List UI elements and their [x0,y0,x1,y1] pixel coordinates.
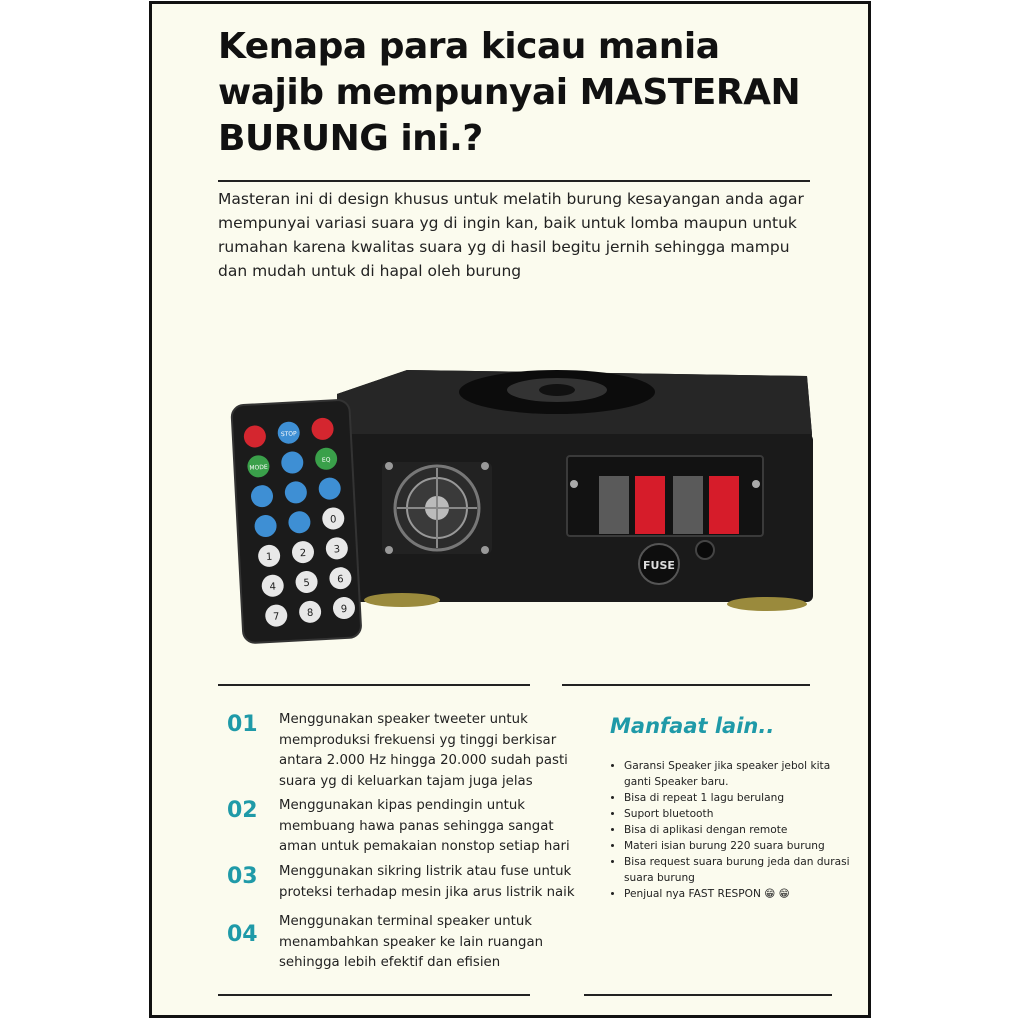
key-2: 2 [299,547,307,560]
list-item: • Bisa request suara burung jeda dan durasi suara burung [624,854,859,886]
mode-label: MODE [249,463,268,472]
benefits-list [612,758,859,902]
speaker-box [335,370,813,611]
benefits-title: Manfaat lain.. [610,714,775,738]
fuse-label: FUSE [643,559,675,572]
key-5: 5 [303,577,311,590]
feature-number: 04 [227,922,258,947]
stop-label: STOP [280,430,297,439]
key-9: 9 [340,603,348,616]
list-item: • Materi isian burung 220 suara burung [624,838,859,854]
speaker-terminal-icon [567,456,763,536]
intro-paragraph: Masteran ini di design khusus untuk melatih burung kesayangan anda agar mempunyai variasi suara yg di ingin kan, baik untuk lomba maupun untuk rumahan karena kwalitas suara yg di hasil begitu jernih sehingga mampu dan mudah untuk di hapal oleh burung [218,190,804,280]
feature-text: Menggunakan kipas pendingin untuk membuang hawa panas sehingga sangat aman untuk pemakaian nonstop setiap hari [279,798,570,854]
footer-divider-left [218,994,530,996]
key-8: 8 [306,607,314,619]
page-title [218,24,801,162]
feature-number: 01 [227,712,258,737]
feature-text: Menggunakan speaker tweeter untuk memproduksi frekuensi yg tinggi berkisar antara 2.000 Hz hingga 20.000 sudah pasti suara yg di keluarkan tajam juga jelas [279,712,568,789]
feature-text: Menggunakan terminal speaker untuk menambahkan speaker ke lain ruangan sehingga lebih efektif dan efisien [279,914,544,970]
title-line-2: wajib mempunyai MASTERAN [218,72,801,113]
title-line-1: Kenapa para kicau mania [218,26,720,67]
feature-number: 03 [227,864,258,889]
cooling-fan-icon [382,462,492,554]
key-7: 7 [272,611,280,623]
flyer-page [149,1,871,1018]
list-item: • Suport bluetooth [624,806,859,822]
feature-text: Menggunakan sikring listrik atau fuse untuk proteksi terhadap mesin jika arus listrik naik [279,864,575,900]
list-item: • Bisa di repeat 1 lagu berulang [624,790,859,806]
key-6: 6 [337,574,344,586]
footer-divider-right [584,994,832,996]
remote-control [231,399,361,643]
section-divider-right [562,684,810,686]
list-item: • Penjual nya FAST RESPON 😁 😁 [624,886,859,902]
eq-label: EQ [321,456,331,464]
key-4: 4 [269,581,277,593]
key-0: 0 [329,514,337,526]
dc-jack-icon [696,541,714,559]
feature-number: 02 [227,798,258,823]
section-divider-left [218,684,530,686]
key-3: 3 [333,544,341,556]
list-item: • Garansi Speaker jika speaker jebol kita ganti Speaker baru. [624,758,859,790]
title-divider [218,180,810,182]
list-item: • Bisa di aplikasi dengan remote [624,822,859,838]
key-1: 1 [265,551,273,564]
fuse-holder-icon [639,544,679,584]
product-photo [207,364,817,649]
title-line-3: BURUNG ini.? [218,118,483,159]
